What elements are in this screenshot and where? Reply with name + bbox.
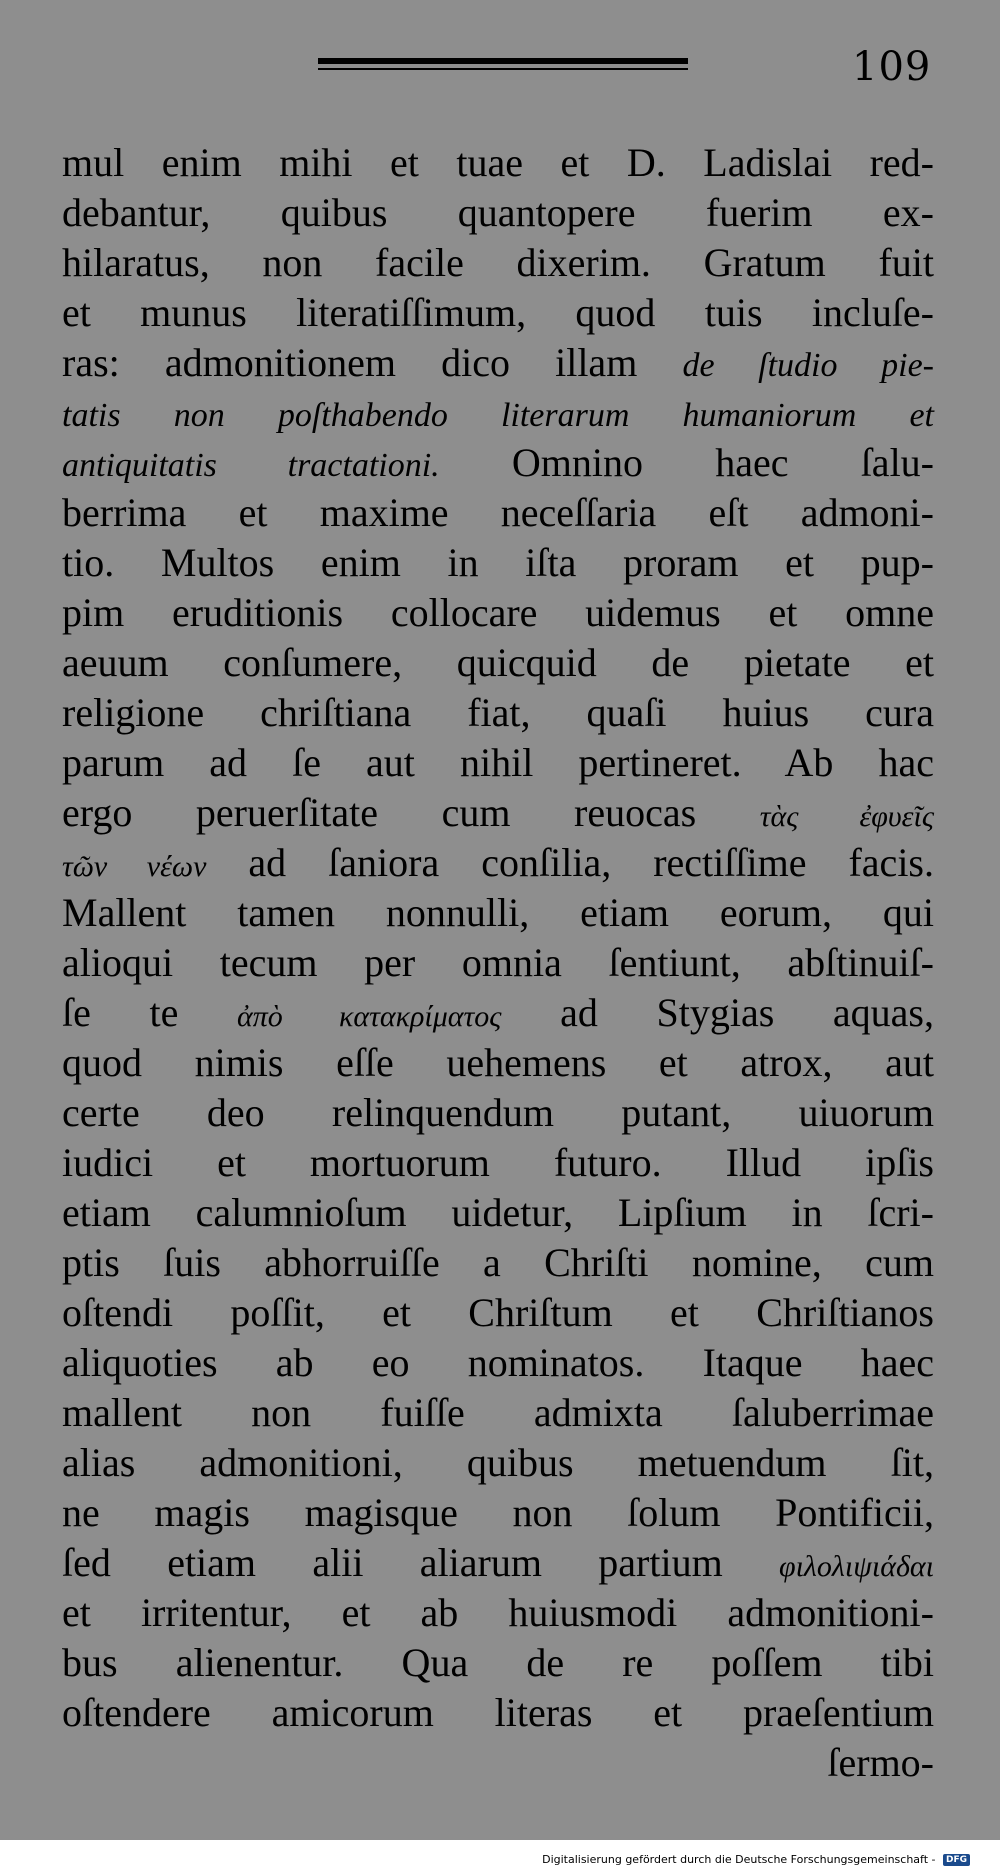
text-segment: mul enim mihi et tuae et D. Ladislai red- — [62, 140, 934, 185]
text-line — [62, 1438, 934, 1488]
text-segment: ſed etiam alii aliarum partium — [62, 1540, 779, 1585]
text-line — [62, 138, 934, 188]
text-segment: etiam calumnioſum uidetur, Lipſium in ſcri- — [62, 1190, 934, 1235]
text-segment: aliquoties ab eo nominatos. Itaque haec — [62, 1340, 934, 1385]
text-line — [62, 988, 934, 1038]
text-line — [62, 788, 934, 838]
text-segment: et irritentur, et ab huiusmodi admonitioni- — [62, 1590, 934, 1635]
greek-phrase: τὰς ἐφυεῖς — [759, 800, 934, 833]
text-line — [62, 738, 934, 788]
text-line — [62, 438, 934, 488]
text-segment: parum ad ſe aut nihil pertineret. Ab hac — [62, 740, 934, 785]
text-segment: et munus literatiſſimum, quod tuis incluſe- — [62, 290, 934, 335]
text-segment: Mallent tamen nonnulli, etiam eorum, qui — [62, 890, 934, 935]
text-line — [62, 1638, 934, 1688]
text-segment: alias admonitioni, quibus metuendum ſit, — [62, 1440, 934, 1485]
text-segment: mallent non fuiſſe admixta ſaluberrimae — [62, 1390, 934, 1435]
text-segment: ad Stygias aquas, — [501, 990, 934, 1035]
text-segment: bus alienentur. Qua de re poſſem tibi — [62, 1640, 934, 1685]
text-line — [62, 1288, 934, 1338]
text-line — [62, 388, 934, 438]
text-segment: berrima et maxime neceſſaria eſt admoni- — [62, 490, 934, 535]
text-segment: alioqui tecum per omnia ſentiunt, abſtinuiſ- — [62, 940, 934, 985]
text-segment: aeuum conſumere, quicquid de pietate et — [62, 640, 934, 685]
header-rule-thick — [318, 58, 688, 64]
italic-phrase: antiquitatis tractationi. — [62, 447, 440, 484]
text-line — [62, 338, 934, 388]
body-text — [62, 138, 934, 1788]
text-segment: ſe te — [62, 990, 238, 1035]
header-rule — [318, 58, 688, 72]
text-segment: ras: admonitionem dico illam — [62, 340, 683, 385]
text-line — [62, 1488, 934, 1538]
text-line — [62, 288, 934, 338]
text-segment: Omnino haec ſalu- — [439, 440, 934, 485]
italic-phrase: de ſtudio pie- — [682, 347, 934, 384]
text-segment: ptis ſuis abhorruiſſe a Chriſti nomine, cum — [62, 1240, 934, 1285]
text-segment: pim eruditionis collocare uidemus et omne — [62, 590, 934, 635]
text-segment: quod nimis eſſe uehemens et atrox, aut — [62, 1040, 934, 1085]
text-segment: ergo peruerſitate cum reuocas — [62, 790, 760, 835]
text-segment: certe deo relinquendum putant, uiuorum — [62, 1090, 934, 1135]
text-segment: ad ſaniora conſilia, rectiſſime facis. — [206, 840, 934, 885]
italic-phrase: tatis non poſthabendo literarum humaniorum et — [62, 397, 934, 434]
header-rule-thin — [318, 68, 688, 70]
text-line — [62, 688, 934, 738]
text-line — [62, 1588, 934, 1638]
text-segment: ſermo- — [827, 1740, 934, 1785]
text-line — [62, 1388, 934, 1438]
text-segment: oſtendi poſſit, et Chriſtum et Chriſtianos — [62, 1290, 934, 1335]
footer-credit — [542, 1853, 970, 1866]
text-line — [62, 1688, 934, 1738]
text-line — [62, 638, 934, 688]
text-line — [62, 938, 934, 988]
footer-credit-text: Digitalisierung gefördert durch die Deutsche Forschungsgemeinschaft - — [542, 1853, 936, 1866]
text-segment: tio. Multos enim in iſta proram et pup- — [62, 540, 934, 585]
greek-phrase: φιλολιψιάδαι — [779, 1550, 934, 1583]
greek-phrase: τῶν νέων — [62, 850, 207, 883]
dfg-logo-icon: DFG — [943, 1854, 970, 1866]
greek-phrase: ἀπὸ κατακρίματος — [237, 1000, 502, 1033]
text-line — [62, 538, 934, 588]
text-line — [62, 1138, 934, 1188]
text-segment: ne magis magisque non ſolum Pontificii, — [62, 1490, 934, 1535]
text-line — [62, 1538, 934, 1588]
text-line — [62, 838, 934, 888]
text-segment: iudici et mortuorum futuro. Illud ipſis — [62, 1140, 934, 1185]
text-line — [62, 488, 934, 538]
text-line — [62, 188, 934, 238]
text-line — [62, 238, 934, 288]
text-line — [62, 1188, 934, 1238]
page-number: 109 — [852, 44, 932, 90]
text-segment: oſtendere amicorum literas et praeſentium — [62, 1690, 934, 1735]
text-line — [62, 588, 934, 638]
text-line — [62, 1238, 934, 1288]
text-line — [62, 888, 934, 938]
text-line — [62, 1338, 934, 1388]
text-line — [62, 1088, 934, 1138]
text-line — [62, 1038, 934, 1088]
text-segment: hilaratus, non facile dixerim. Gratum fuit — [62, 240, 934, 285]
text-line — [62, 1738, 934, 1788]
text-segment: religione chriſtiana fiat, quaſi huius cura — [62, 690, 934, 735]
text-segment: debantur, quibus quantopere fuerim ex- — [62, 190, 934, 235]
